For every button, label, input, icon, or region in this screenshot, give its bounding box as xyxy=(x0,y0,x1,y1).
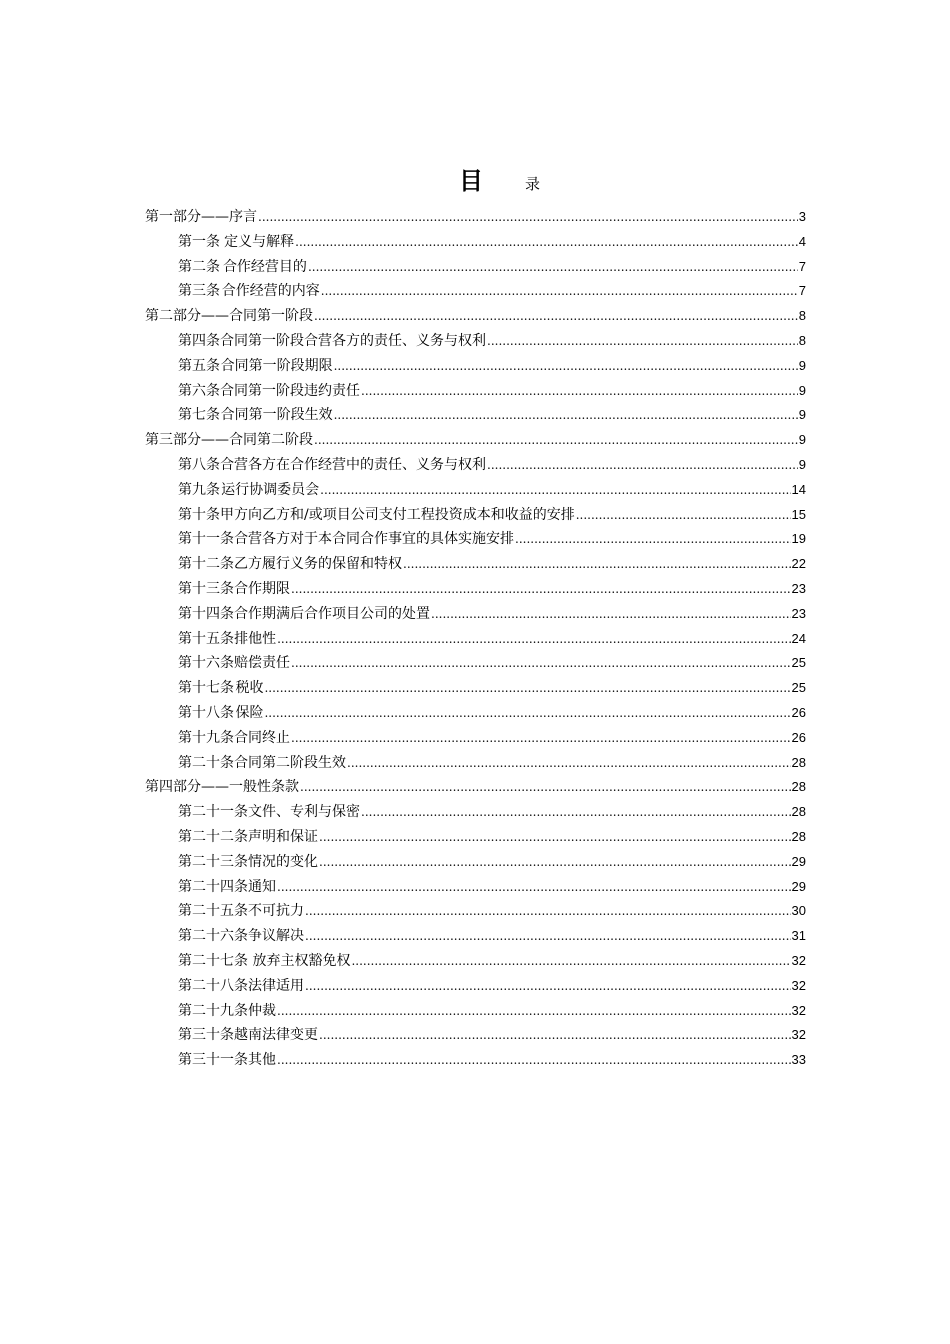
toc-dot-leader xyxy=(314,304,798,329)
toc-entry-title: 声明和保证 xyxy=(248,828,318,845)
toc-entry-number: 第六条 xyxy=(178,382,220,399)
toc-entry-number: 第十八条 xyxy=(178,704,234,721)
toc-entry-title: 保险 xyxy=(235,704,264,721)
toc-entry-line xyxy=(145,428,806,453)
toc-page-number: 29 xyxy=(791,878,806,894)
toc-article-entry[interactable] xyxy=(0,974,950,999)
toc-article-entry[interactable] xyxy=(0,354,950,379)
toc-page-number: 8 xyxy=(798,308,806,324)
toc-dot-leader xyxy=(334,354,798,379)
toc-entry-title: 第一部分——序言 xyxy=(145,209,257,225)
toc-article-entry[interactable] xyxy=(0,279,950,304)
toc-entry-title: 税收 xyxy=(235,680,264,697)
toc-dot-leader xyxy=(319,825,791,850)
toc-article-entry[interactable] xyxy=(0,453,950,478)
toc-page-number: 9 xyxy=(798,407,806,423)
toc-dot-leader xyxy=(361,379,798,404)
toc-part-entry[interactable] xyxy=(0,205,950,230)
toc-entry-line xyxy=(178,676,806,701)
toc-heading-main: 目 xyxy=(459,166,483,195)
toc-page-number: 9 xyxy=(798,382,806,398)
toc-dot-leader xyxy=(320,478,790,503)
toc-dot-leader xyxy=(403,552,791,577)
toc-entry-number: 第十条 xyxy=(178,506,220,523)
toc-article-entry[interactable] xyxy=(0,676,950,701)
toc-entry-number: 第四条 xyxy=(178,332,220,349)
toc-heading-second: 录 xyxy=(525,175,541,193)
toc-dot-leader xyxy=(321,279,798,304)
toc-entry-number: 第二条 xyxy=(178,258,220,275)
toc-article-entry[interactable] xyxy=(0,329,950,354)
toc-article-entry[interactable] xyxy=(0,1048,950,1073)
toc-dot-leader xyxy=(264,701,790,726)
toc-entry-title: 合作经营的内容 xyxy=(221,283,320,300)
toc-entry-number: 第二十三条 xyxy=(178,853,248,870)
toc-entry-line xyxy=(178,503,806,528)
toc-entry-title: 争议解决 xyxy=(248,928,304,945)
toc-entry-title: 第四部分——一般性条款 xyxy=(145,779,299,796)
table-of-contents xyxy=(0,205,950,1073)
toc-entry-line xyxy=(178,552,806,577)
toc-dot-leader xyxy=(361,800,791,825)
toc-part-entry[interactable] xyxy=(0,428,950,453)
toc-entry-number: 第二十一条 xyxy=(178,804,248,821)
toc-dot-leader xyxy=(277,999,791,1024)
toc-entry-line xyxy=(145,304,806,329)
toc-entry-line xyxy=(178,329,806,354)
toc-article-entry[interactable] xyxy=(0,701,950,726)
toc-entry-title: 合营各方在合作经营中的责任、义务与权利 xyxy=(220,456,486,473)
toc-entry-title: 越南法律变更 xyxy=(234,1027,318,1044)
toc-page-number: 19 xyxy=(791,531,806,547)
toc-entry-title: 仲裁 xyxy=(248,1002,276,1019)
toc-page-number: 28 xyxy=(791,828,806,844)
toc-entry-number: 第九条 xyxy=(178,481,220,498)
toc-article-entry[interactable] xyxy=(0,751,950,776)
toc-dot-leader xyxy=(431,602,791,627)
toc-entry-title: 其他 xyxy=(248,1052,276,1069)
toc-dot-leader xyxy=(576,503,791,528)
toc-page-number: 32 xyxy=(791,977,806,993)
toc-entry-title: 合作期满后合作项目公司的处置 xyxy=(234,605,430,622)
toc-entry-number: 第二十六条 xyxy=(178,928,248,945)
toc-entry-line xyxy=(178,726,806,751)
toc-entry-number: 第二十八条 xyxy=(178,977,248,994)
toc-page-number: 3 xyxy=(798,209,806,224)
toc-article-entry[interactable] xyxy=(0,552,950,577)
toc-heading xyxy=(0,164,950,200)
toc-page-number: 9 xyxy=(798,432,806,448)
toc-page-number: 25 xyxy=(791,655,806,671)
toc-page-number: 23 xyxy=(791,605,806,621)
toc-page-number: 32 xyxy=(791,1027,806,1043)
toc-entry-line xyxy=(178,825,806,850)
toc-entry-number: 第二十五条 xyxy=(178,903,248,920)
toc-entry-line xyxy=(178,1023,806,1048)
toc-entry-title: 第二十七条 放弃主权豁免权 xyxy=(178,952,351,969)
toc-dot-leader xyxy=(515,527,791,552)
toc-entry-number: 第十七条 xyxy=(178,680,234,697)
toc-article-entry[interactable] xyxy=(0,1023,950,1048)
toc-dot-leader xyxy=(291,651,791,676)
toc-entry-number: 第十三条 xyxy=(178,580,234,597)
toc-page-number: 33 xyxy=(791,1052,806,1068)
toc-entry-number: 第三条 xyxy=(178,283,220,300)
toc-page-number: 32 xyxy=(791,952,806,968)
toc-entry-title: 合同第二阶段生效 xyxy=(234,754,346,771)
toc-page-number: 9 xyxy=(798,357,806,373)
toc-entry-number: 第十六条 xyxy=(178,655,234,672)
toc-entry-number: 第三十一条 xyxy=(178,1052,248,1069)
toc-page-number: 29 xyxy=(791,853,806,869)
toc-entry-title: 定义与解释 xyxy=(224,233,295,250)
toc-dot-leader xyxy=(308,255,798,280)
toc-entry-title: 通知 xyxy=(248,878,276,895)
toc-page-number: 25 xyxy=(791,680,806,696)
toc-entry-line xyxy=(178,403,806,428)
toc-article-entry[interactable] xyxy=(0,949,950,974)
toc-article-entry[interactable] xyxy=(0,255,950,280)
toc-page-number: 4 xyxy=(798,233,806,249)
toc-article-entry[interactable] xyxy=(0,726,950,751)
toc-entry-line xyxy=(178,453,806,478)
toc-page-number: 31 xyxy=(791,928,806,944)
toc-article-entry[interactable] xyxy=(0,379,950,404)
toc-page-number: 22 xyxy=(791,556,806,572)
toc-entry-line xyxy=(178,627,806,652)
toc-page-number: 24 xyxy=(791,630,806,646)
toc-page-number: 32 xyxy=(791,1002,806,1018)
toc-dot-leader xyxy=(347,751,791,776)
toc-entry-title: 合作期限 xyxy=(234,580,290,597)
toc-article-entry[interactable] xyxy=(0,800,950,825)
toc-entry-line xyxy=(178,255,806,280)
toc-entry-number: 第一条 xyxy=(178,233,220,250)
toc-page-number: 23 xyxy=(791,580,806,596)
toc-article-entry[interactable] xyxy=(0,999,950,1024)
toc-dot-leader xyxy=(305,899,791,924)
toc-dot-leader xyxy=(305,924,791,949)
toc-page-number: 28 xyxy=(791,779,806,795)
toc-dot-leader xyxy=(291,577,791,602)
toc-page-number: 14 xyxy=(791,481,806,497)
toc-entry-number: 第二十二条 xyxy=(178,828,248,845)
toc-entry-line xyxy=(178,924,806,949)
toc-dot-leader xyxy=(334,403,798,428)
toc-entry-number: 第十一条 xyxy=(178,531,234,548)
toc-entry-title: 赔偿责任 xyxy=(234,655,290,672)
toc-entry-line xyxy=(178,949,806,974)
toc-dot-leader xyxy=(264,676,790,701)
toc-dot-leader xyxy=(277,1048,791,1073)
toc-article-entry[interactable] xyxy=(0,577,950,602)
toc-article-entry[interactable] xyxy=(0,651,950,676)
toc-entry-title: 排他性 xyxy=(234,630,277,647)
toc-article-entry[interactable] xyxy=(0,899,950,924)
toc-dot-leader xyxy=(305,974,791,999)
toc-dot-leader xyxy=(319,1023,791,1048)
toc-entry-number: 第二十九条 xyxy=(178,1002,248,1019)
toc-entry-title: 甲方向乙方和/或项目公司支付工程投资成本和收益的安排 xyxy=(220,506,575,523)
toc-dot-leader xyxy=(300,775,791,800)
toc-article-entry[interactable] xyxy=(0,602,950,627)
toc-entry-title: 第二部分——合同第一阶段 xyxy=(145,308,313,325)
toc-page-number: 9 xyxy=(798,456,806,472)
toc-entry-line xyxy=(178,354,806,379)
toc-entry-line xyxy=(178,751,806,776)
toc-entry-title: 运行协调委员会 xyxy=(221,481,320,498)
toc-page-number: 28 xyxy=(791,804,806,820)
toc-page-number: 15 xyxy=(791,506,806,522)
toc-page-number: 30 xyxy=(791,903,806,919)
toc-page-number: 26 xyxy=(791,729,806,745)
toc-entry-line xyxy=(178,974,806,999)
toc-entry-title: 合作经营目的 xyxy=(222,258,307,275)
toc-entry-title: 第三部分——合同第二阶段 xyxy=(145,432,313,449)
toc-entry-title: 合同第一阶段违约责任 xyxy=(220,382,360,399)
toc-entry-number: 第五条 xyxy=(178,357,220,374)
toc-entry-line xyxy=(178,899,806,924)
toc-page-number: 28 xyxy=(791,754,806,770)
toc-page-number: 8 xyxy=(798,332,806,348)
toc-entry-line xyxy=(178,800,806,825)
toc-dot-leader xyxy=(258,205,798,230)
toc-page-number: 7 xyxy=(798,283,806,299)
toc-entry-line xyxy=(145,205,806,230)
toc-dot-leader xyxy=(314,428,798,453)
toc-page-number: 7 xyxy=(798,258,806,274)
toc-entry-number: 第十九条 xyxy=(178,729,234,746)
toc-dot-leader xyxy=(295,230,798,255)
toc-entry-line xyxy=(178,651,806,676)
toc-article-entry[interactable] xyxy=(0,850,950,875)
toc-entry-line xyxy=(178,701,806,726)
toc-article-entry[interactable] xyxy=(0,627,950,652)
toc-entry-line xyxy=(178,478,806,503)
toc-article-entry[interactable] xyxy=(0,230,950,255)
toc-entry-title: 法律适用 xyxy=(248,977,304,994)
toc-entry-line xyxy=(178,999,806,1024)
toc-entry-number: 第二十四条 xyxy=(178,878,248,895)
toc-entry-line xyxy=(178,379,806,404)
toc-entry-number: 第十五条 xyxy=(178,630,234,647)
toc-entry-line xyxy=(178,230,806,255)
toc-entry-title: 情况的变化 xyxy=(248,853,318,870)
toc-entry-line xyxy=(178,577,806,602)
toc-article-entry[interactable] xyxy=(0,503,950,528)
toc-part-entry[interactable] xyxy=(0,775,950,800)
toc-entry-title: 合同第一阶段合营各方的责任、义务与权利 xyxy=(220,332,486,349)
toc-entry-title: 合同终止 xyxy=(234,729,290,746)
toc-entry-number: 第十二条 xyxy=(178,556,234,573)
toc-dot-leader xyxy=(277,627,790,652)
toc-article-entry[interactable] xyxy=(0,924,950,949)
toc-page-number: 26 xyxy=(791,704,806,720)
toc-entry-line xyxy=(145,775,806,800)
toc-article-entry[interactable] xyxy=(0,825,950,850)
toc-dot-leader xyxy=(277,875,791,900)
toc-article-entry[interactable] xyxy=(0,478,950,503)
toc-entry-number: 第七条 xyxy=(178,407,220,424)
toc-entry-title: 合同第一阶段生效 xyxy=(220,407,333,424)
toc-entry-number: 第三十条 xyxy=(178,1027,234,1044)
toc-dot-leader xyxy=(319,850,791,875)
toc-entry-number: 第八条 xyxy=(178,456,220,473)
toc-dot-leader xyxy=(487,453,798,478)
toc-dot-leader xyxy=(351,949,790,974)
toc-entry-title: 乙方履行义务的保留和特权 xyxy=(234,556,402,573)
toc-dot-leader xyxy=(487,329,798,354)
toc-part-entry[interactable] xyxy=(0,304,950,329)
toc-entry-line xyxy=(178,875,806,900)
toc-entry-title: 合同第一阶段期限 xyxy=(220,357,333,374)
toc-entry-title: 文件、专利与保密 xyxy=(248,804,360,821)
toc-dot-leader xyxy=(291,726,791,751)
toc-article-entry[interactable] xyxy=(0,403,950,428)
toc-entry-line xyxy=(178,602,806,627)
toc-entry-title: 不可抗力 xyxy=(248,903,304,920)
toc-article-entry[interactable] xyxy=(0,875,950,900)
toc-article-entry[interactable] xyxy=(0,527,950,552)
toc-entry-line xyxy=(178,850,806,875)
toc-entry-line xyxy=(178,279,806,304)
toc-entry-title: 合营各方对于本合同合作事宜的具体实施安排 xyxy=(234,531,514,548)
toc-entry-number: 第十四条 xyxy=(178,605,234,622)
toc-entry-line xyxy=(178,527,806,552)
toc-entry-number: 第二十条 xyxy=(178,754,234,771)
toc-entry-line xyxy=(178,1048,806,1073)
